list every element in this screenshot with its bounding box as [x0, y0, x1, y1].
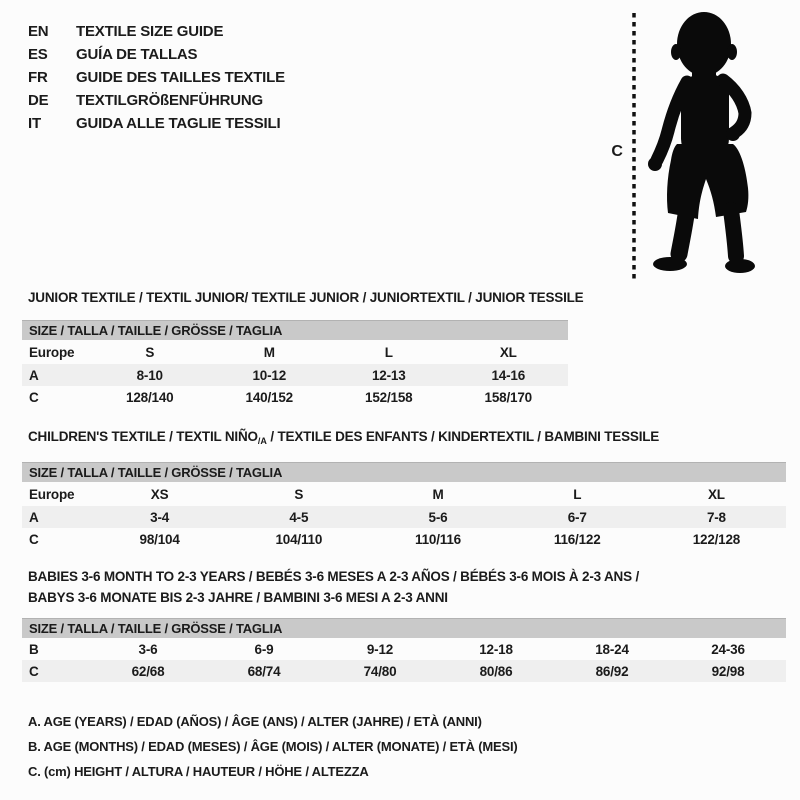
language-row — [28, 112, 285, 135]
age-cell: 5-6 — [428, 509, 448, 525]
size-cell: L — [384, 344, 393, 360]
junior-size-table — [22, 320, 568, 408]
row-label: Europe — [29, 486, 75, 502]
footnote-a: A. AGE (YEARS) / EDAD (AÑOS) / ÂGE (ANS) / ALTER (JAHRE) / ETÀ (ANNI) — [28, 714, 482, 729]
row-label: C — [29, 389, 39, 405]
row-label: Europe — [29, 344, 75, 360]
language-code: IT — [28, 115, 41, 132]
title-text: / TEXTILE DES ENFANTS / KINDERTEXTIL / BAMBINI TESSILE — [266, 429, 660, 444]
row-label: C — [29, 531, 39, 547]
language-header — [28, 20, 285, 135]
language-code: ES — [28, 46, 48, 63]
title-subscript: /A — [257, 436, 267, 446]
section-title-junior: JUNIOR TEXTILE / TEXTIL JUNIOR/ TEXTILE JUNIOR / JUNIORTEXTIL / JUNIOR TESSILE — [28, 290, 584, 305]
height-cell: 104/110 — [275, 531, 323, 547]
title-text: CHILDREN'S TEXTILE / TEXTIL NIÑO — [28, 429, 258, 444]
height-dashed-line — [630, 13, 638, 279]
age-cell: 18-24 — [595, 641, 629, 657]
table-row — [22, 528, 786, 550]
toddler-silhouette-image — [645, 12, 761, 277]
age-cell: 7-8 — [706, 509, 726, 525]
size-cell: M — [263, 344, 275, 360]
height-cell: 152/158 — [365, 389, 413, 405]
age-cell: 3-4 — [150, 509, 170, 525]
table-row — [22, 386, 568, 408]
height-cell: 62/68 — [131, 663, 165, 679]
footnotes — [28, 709, 518, 784]
language-label: GUIDA ALLE TAGLIE TESSILI — [76, 115, 281, 132]
size-cell: XL — [499, 344, 517, 360]
language-row — [28, 89, 285, 112]
size-cell: M — [432, 486, 444, 502]
age-cell: 10-12 — [252, 367, 287, 383]
table-row — [22, 340, 568, 364]
age-cell: 24-36 — [711, 641, 745, 657]
title-line: BABYS 3-6 MONATE BIS 2-3 JAHRE / BAMBINI 3-6 MESI A 2-3 ANNI — [28, 590, 448, 605]
section-title-babies — [28, 566, 639, 608]
row-label: A — [29, 509, 39, 525]
language-label: TEXTILGRÖßENFÜHRUNG — [76, 92, 264, 109]
height-cell: 74/80 — [363, 663, 397, 679]
footnote-c: C. (cm) HEIGHT / ALTURA / HAUTEUR / HÖHE / ALTEZZA — [28, 764, 369, 779]
size-header-bar: SIZE / TALLA / TAILLE / GRÖSSE / TAGLIA — [22, 320, 568, 340]
height-cell: 86/92 — [595, 663, 629, 679]
height-cell: 80/86 — [479, 663, 513, 679]
height-cell: 68/74 — [247, 663, 281, 679]
language-code: DE — [28, 92, 49, 109]
height-measure-label: C — [611, 143, 623, 160]
height-cell: 116/122 — [553, 531, 601, 547]
table-row — [22, 364, 568, 386]
language-code: FR — [28, 69, 48, 86]
row-label: A — [29, 367, 39, 383]
row-label: C — [29, 663, 39, 679]
language-label: GUIDE DES TAILLES TEXTILE — [76, 69, 285, 86]
language-code: EN — [28, 23, 49, 40]
age-cell: 9-12 — [366, 641, 394, 657]
age-cell: 12-13 — [371, 367, 406, 383]
age-cell: 3-6 — [138, 641, 158, 657]
age-cell: 6-7 — [567, 509, 587, 525]
children-size-table — [22, 462, 786, 550]
height-cell: 140/152 — [245, 389, 293, 405]
language-row — [28, 20, 285, 43]
language-row — [28, 43, 285, 66]
height-cell: 128/140 — [126, 389, 174, 405]
size-header-bar: SIZE / TALLA / TAILLE / GRÖSSE / TAGLIA — [22, 618, 786, 638]
table-row — [22, 482, 786, 506]
size-cell: L — [573, 486, 582, 502]
table-row — [22, 660, 786, 682]
table-row — [22, 506, 786, 528]
age-cell: 6-9 — [254, 641, 274, 657]
row-label: B — [29, 641, 39, 657]
size-cell: XS — [150, 486, 169, 502]
size-cell: S — [145, 344, 155, 360]
age-cell: 4-5 — [289, 509, 309, 525]
size-header-bar: SIZE / TALLA / TAILLE / GRÖSSE / TAGLIA — [22, 462, 786, 482]
height-cell: 122/128 — [692, 531, 741, 547]
footnote-b: B. AGE (MONTHS) / EDAD (MESES) / ÂGE (MOIS) / ALTER (MONATE) / ETÀ (MESI) — [28, 739, 518, 754]
section-title-children — [28, 429, 659, 449]
language-label: GUÍA DE TALLAS — [76, 46, 198, 63]
height-cell: 92/98 — [711, 663, 745, 679]
language-row — [28, 66, 285, 89]
title-line: BABIES 3-6 MONTH TO 2-3 YEARS / BEBÉS 3-6 MESES A 2-3 AÑOS / BÉBÉS 3-6 MOIS À 2-3 ANS / — [28, 569, 639, 584]
age-cell: 12-18 — [479, 641, 513, 657]
size-cell: XL — [707, 486, 725, 502]
table-row — [22, 638, 786, 660]
height-cell: 110/116 — [415, 531, 461, 547]
age-cell: 8-10 — [136, 367, 163, 383]
size-cell: S — [294, 486, 304, 502]
babies-size-table — [22, 618, 786, 682]
language-label: TEXTILE SIZE GUIDE — [76, 23, 224, 40]
height-cell: 158/170 — [484, 389, 532, 405]
age-cell: 14-16 — [491, 367, 526, 383]
height-cell: 98/104 — [139, 531, 180, 547]
